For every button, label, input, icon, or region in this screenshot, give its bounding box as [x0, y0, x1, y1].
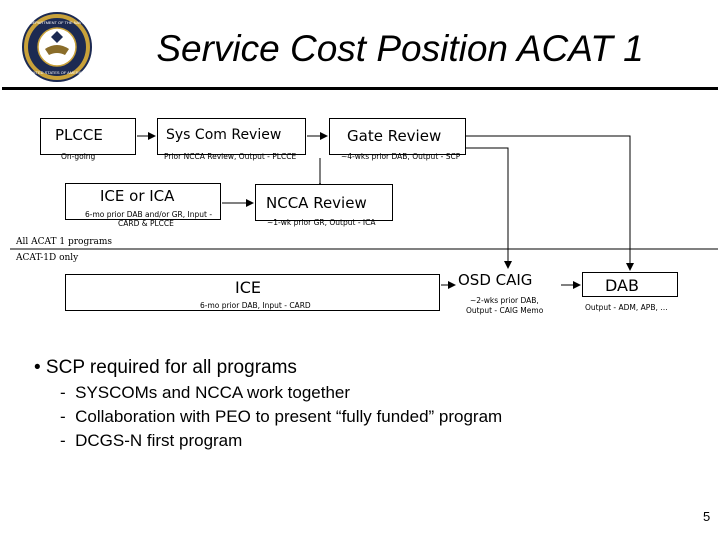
arrow-gate-to-caig — [431, 148, 508, 268]
node-osd-caig-note-line2: Output - CAIG Memo — [466, 306, 544, 315]
node-dab-note: Output - ADM, APB, … — [585, 303, 668, 312]
page-number: 5 — [703, 509, 711, 524]
node-syscom-review-note: Prior NCCA Review, Output - PLCCE — [164, 152, 297, 161]
bullet-sub-item: - DCGS-N first program — [60, 431, 243, 450]
page-title: Service Cost Position ACAT 1 — [156, 28, 644, 69]
node-ice-title: ICE — [235, 278, 261, 297]
bullet-list — [34, 357, 502, 451]
label-all-acat1-programs: All ACAT 1 programs — [16, 237, 113, 247]
node-ice-note: 6-mo prior DAB, Input - CARD — [200, 301, 311, 310]
node-ncca-review — [255, 184, 393, 221]
bullet-main: • SCP required for all programs — [34, 357, 297, 378]
node-osd-caig-note-line1: ~2-wks prior DAB, — [470, 296, 539, 305]
logo-text-bottom: UNITED STATES OF AMERICA — [28, 70, 86, 75]
arrow-gate-to-dab — [466, 136, 630, 270]
node-ncca-review-title: NCCA Review — [266, 194, 367, 212]
node-syscom-review — [157, 118, 306, 155]
node-plcce-note: On-going — [61, 152, 96, 161]
node-ice-or-ica-note-line2: CARD & PLCCE — [118, 219, 174, 228]
bullet-sub-item: - Collaboration with PEO to present “fully funded” program — [60, 407, 503, 426]
bullet-sub-item: - SYSCOMs and NCCA work together — [60, 383, 351, 402]
node-plcce — [40, 118, 136, 155]
node-gate-review — [329, 118, 466, 155]
logo-text-top: DEPARTMENT OF THE NAVY — [29, 20, 85, 25]
label-acat-1d-only: ACAT-1D only — [16, 253, 79, 263]
node-dab-title: DAB — [605, 276, 639, 295]
node-osd-caig-title: OSD CAIG — [458, 271, 533, 289]
node-gate-review-note: ~4-wks prior DAB, Output - SCP — [341, 152, 461, 161]
node-osd-caig — [457, 270, 560, 292]
node-ncca-review-note: ~1-wk prior GR, Output - ICA — [267, 218, 376, 227]
node-dab — [582, 272, 678, 297]
node-ice-or-ica-title: ICE or ICA — [100, 187, 175, 205]
node-syscom-review-title: Sys Com Review — [166, 127, 282, 143]
node-ice-or-ica-note-line1: 6-mo prior DAB and/or GR, Input - — [85, 210, 213, 219]
node-gate-review-title: Gate Review — [347, 127, 442, 145]
node-plcce-title: PLCCE — [55, 126, 103, 144]
